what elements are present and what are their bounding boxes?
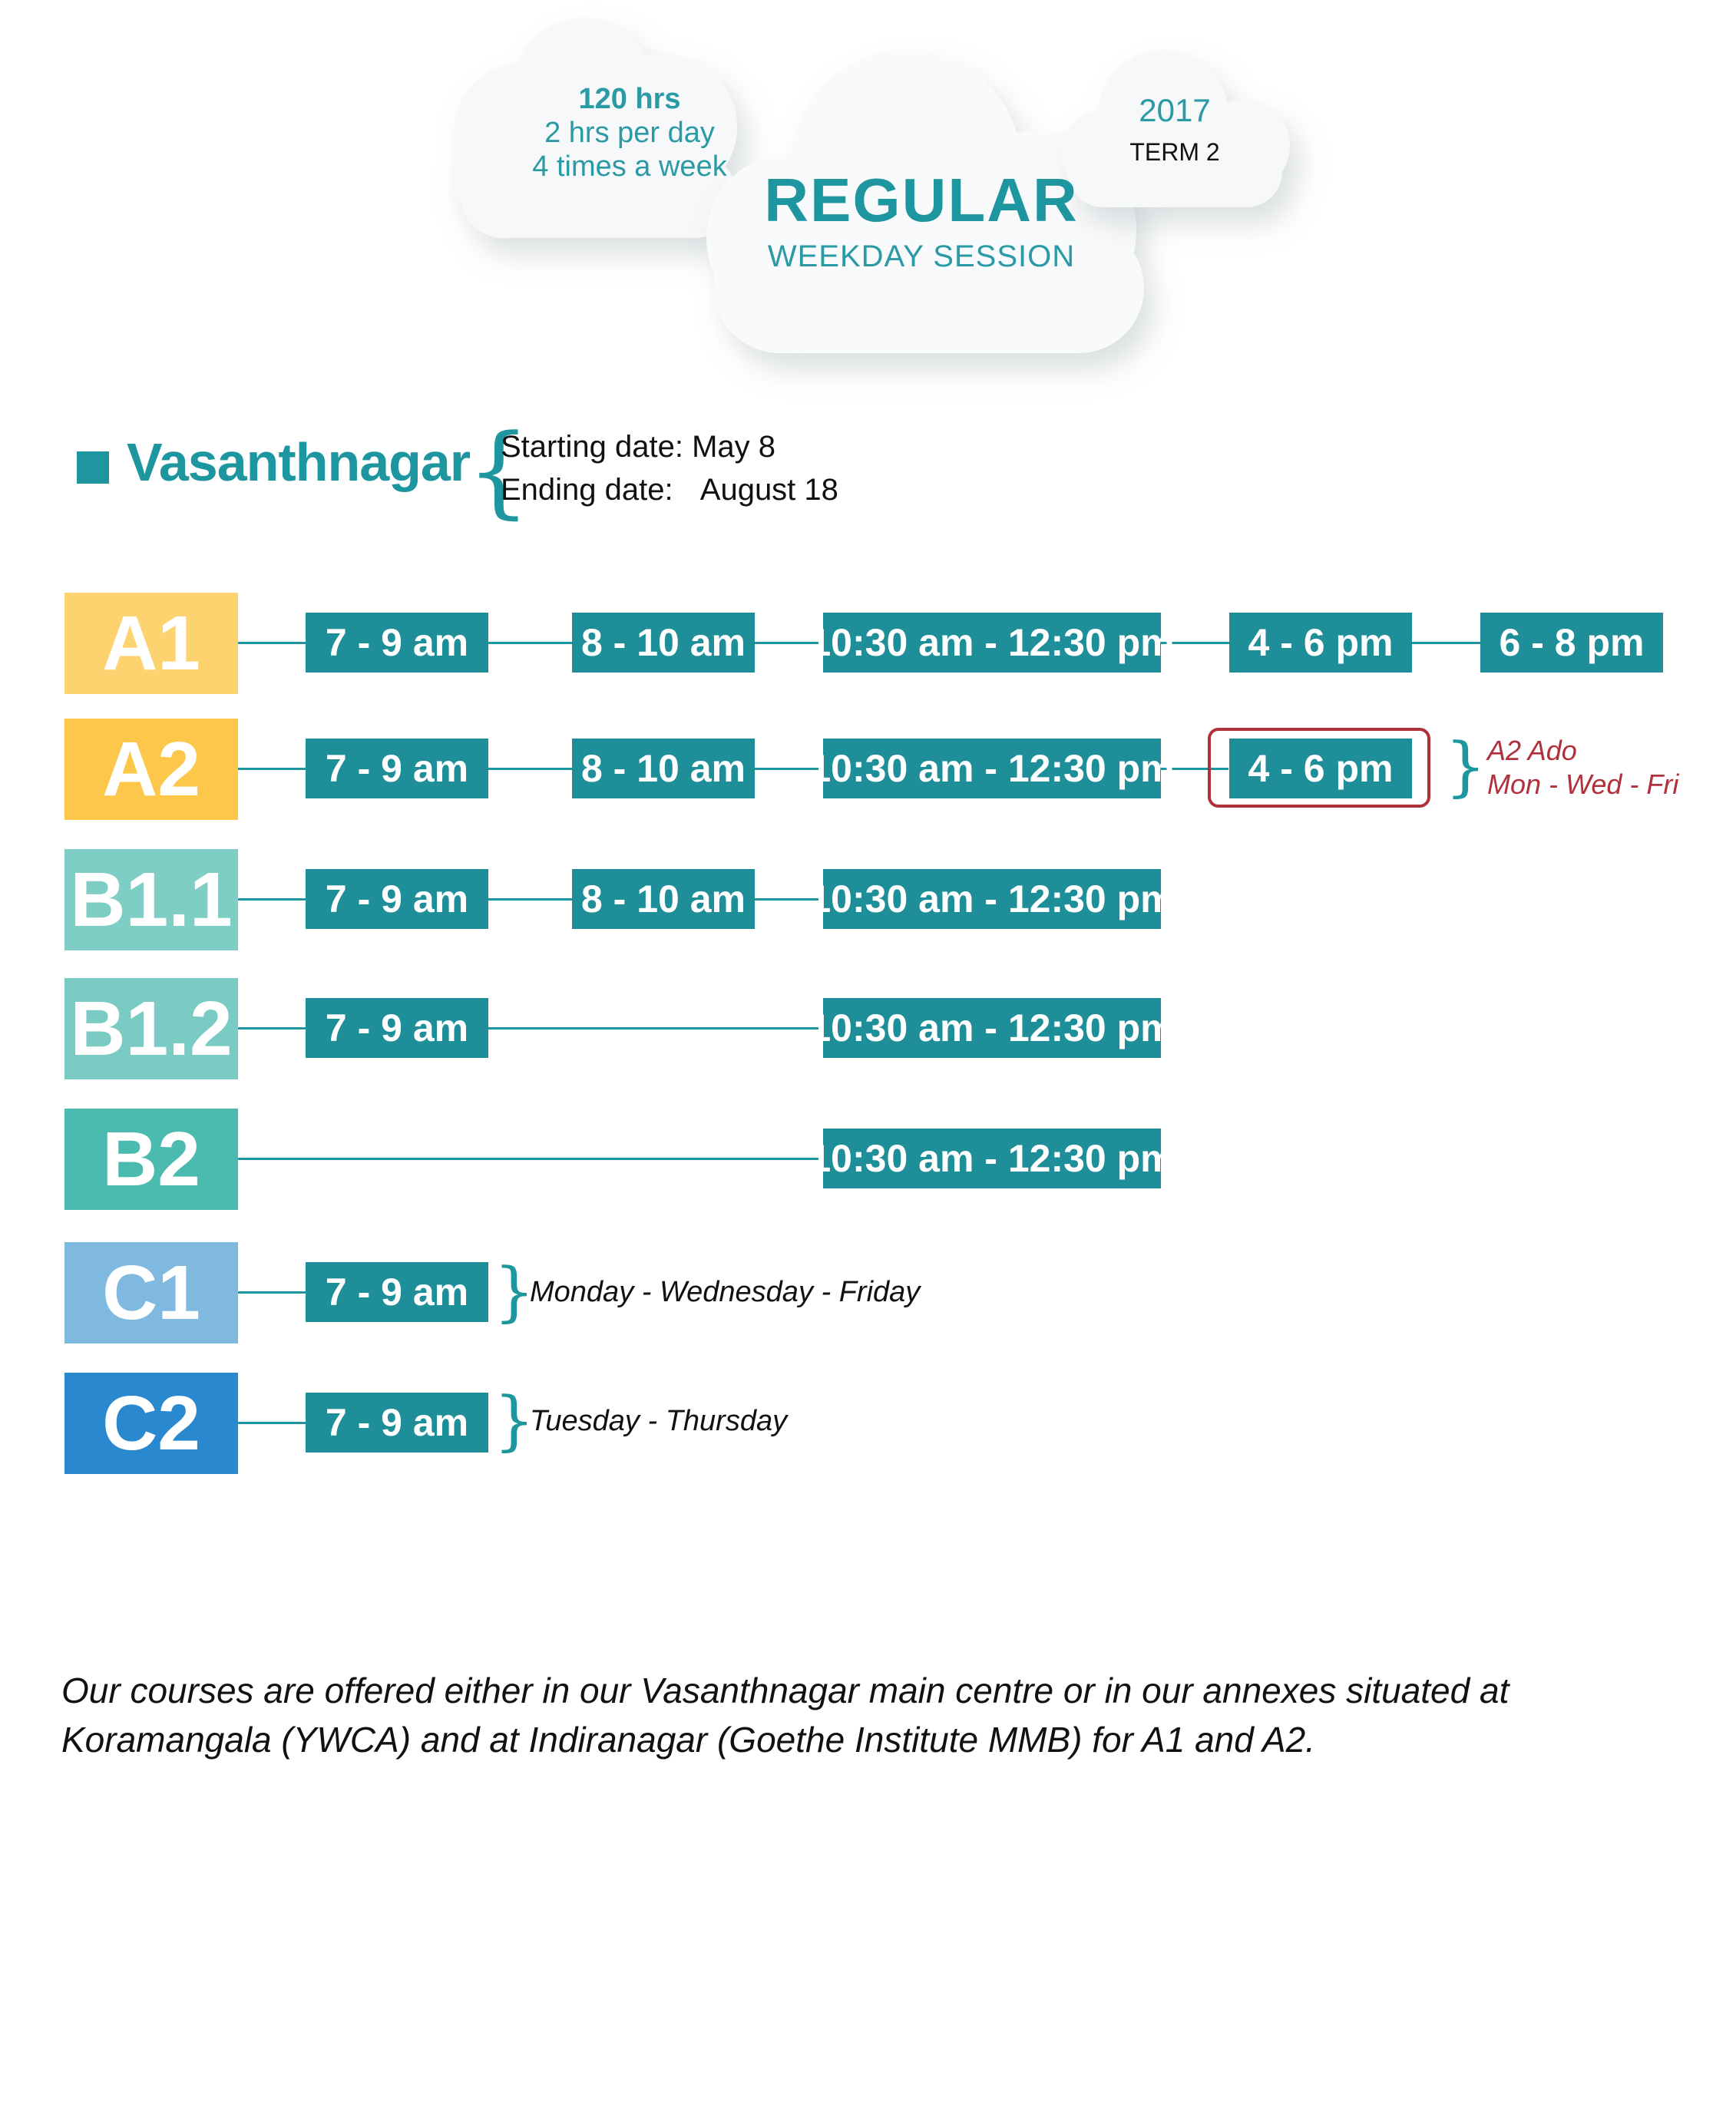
slot-b2-1030-1230: 10:30 am - 12:30 pm [823,1129,1161,1188]
slot-b12-7-9am: 7 - 9 am [306,998,488,1058]
start-date-label: Starting date: [501,430,683,464]
level-b2: B2 [64,1109,238,1210]
slot-a1-1030-1230: 10:30 am - 12:30 pm [823,613,1161,673]
end-date-label: Ending date: [501,473,673,507]
a2-ado-days: Mon - Wed - Fri [1487,768,1679,800]
session-subtitle: WEEKDAY SESSION [767,240,1076,273]
c2-days-brace: } [494,1383,535,1458]
start-date [501,430,775,464]
date-brace: { [467,412,531,529]
level-c1: C1 [64,1242,238,1343]
level-a1: A1 [64,593,238,694]
c1-days-brace: } [494,1254,535,1329]
slot-b11-8-10am: 8 - 10 am [572,869,755,929]
c1-days-note: Monday - Wednesday - Friday [530,1276,921,1308]
slot-a1-8-10am: 8 - 10 am [572,613,755,673]
a2-ado-label: A2 Ado [1487,735,1577,766]
footer-note: Our courses are offered either in our Vasanthnagar main centre or in our annexes situated at Koramangala (YWCA) and at Indiranagar (Goethe Institute MMB) for A1 and A2. [61,1671,1509,1760]
a2-ado-note [1487,734,1678,801]
term-label: TERM 2 [1129,138,1220,166]
times-per-week: 4 times a week [532,150,727,183]
slot-b12-1030-1230: 10:30 am - 12:30 pm [823,998,1161,1058]
slot-a2-8-10am: 8 - 10 am [572,739,755,798]
slot-a1-4-6pm: 4 - 6 pm [1229,613,1412,673]
slot-a2-4-6pm: 4 - 6 pm [1229,739,1412,798]
end-date [501,473,838,507]
slot-c2-7-9am: 7 - 9 am [306,1393,488,1453]
end-date-value: August 18 [699,473,838,507]
slot-b11-1030-1230: 10:30 am - 12:30 pm [823,869,1161,929]
slot-a1-7-9am: 7 - 9 am [306,613,488,673]
hours-per-day: 2 hrs per day [544,117,715,149]
level-a2: A2 [64,719,238,820]
level-b11: B1.1 [64,849,238,950]
level-b12: B1.2 [64,978,238,1079]
slot-b11-7-9am: 7 - 9 am [306,869,488,929]
timeline-c1 [238,1291,315,1294]
hours-total: 120 hrs [578,83,681,115]
a2-ado-brace: } [1445,729,1486,804]
c2-days-note: Tuesday - Thursday [530,1405,788,1437]
timeline-c2 [238,1422,315,1424]
location-marker [77,451,109,484]
term-year: 2017 [1139,92,1211,128]
slot-a2-1030-1230: 10:30 am - 12:30 pm [823,739,1161,798]
slot-c1-7-9am: 7 - 9 am [306,1262,488,1322]
session-title: REGULAR [764,166,1079,234]
slot-a1-6-8pm: 6 - 8 pm [1480,613,1663,673]
level-c2: C2 [64,1373,238,1474]
slot-a2-7-9am: 7 - 9 am [306,739,488,798]
start-date-value: May 8 [692,430,775,464]
location-name: Vasanthnagar [127,432,471,492]
